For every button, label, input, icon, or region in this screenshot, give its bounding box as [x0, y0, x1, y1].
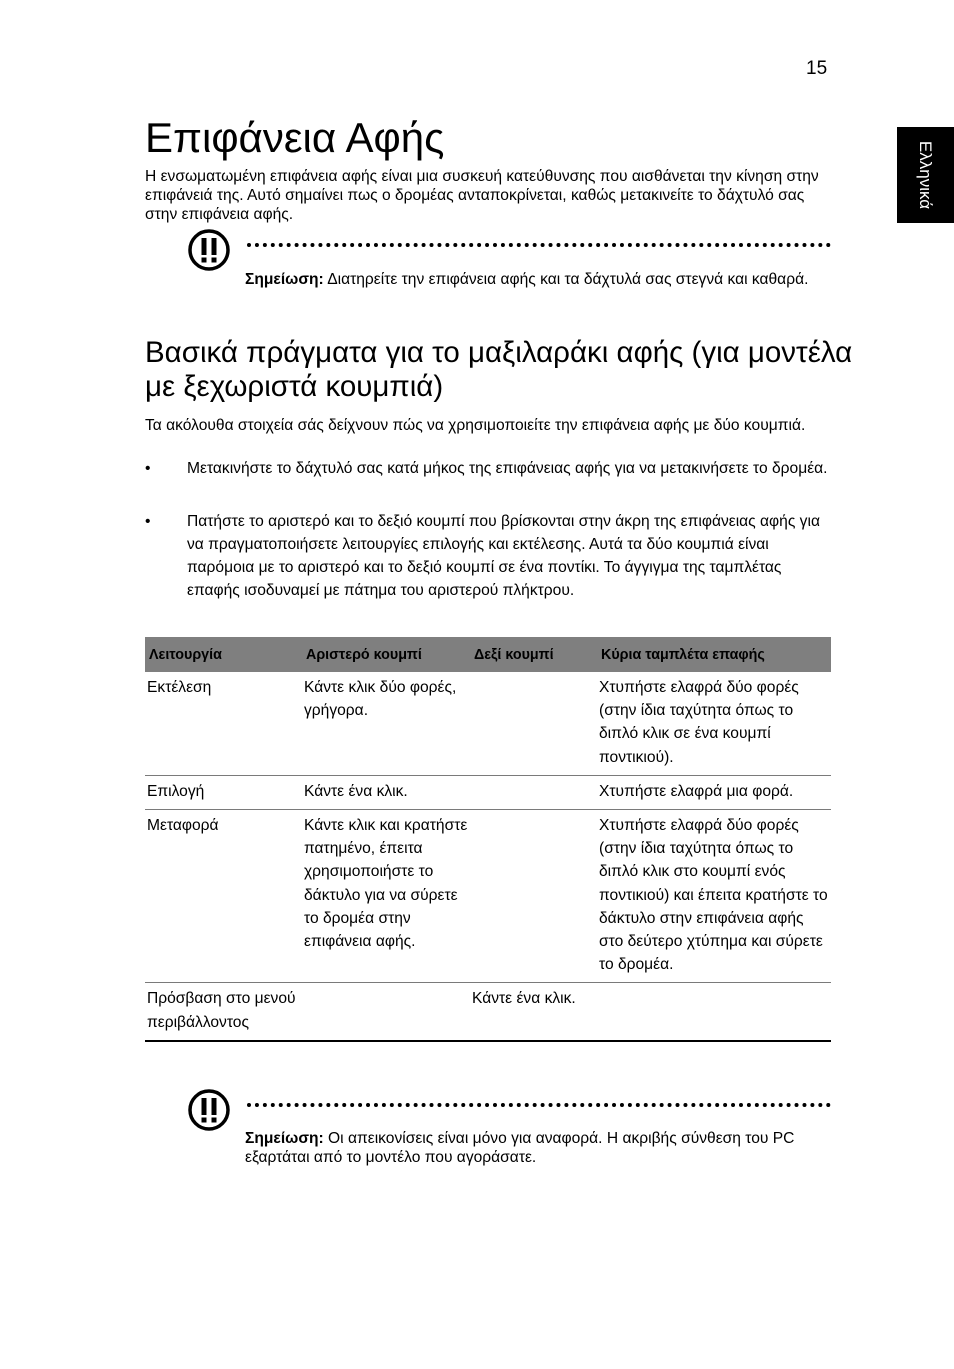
bullet-item — [145, 457, 835, 480]
table-row — [145, 810, 831, 983]
table-header: Αριστερό κουμπί — [302, 637, 470, 672]
table-cell: Χτυπήστε ελαφρά μια φορά. — [597, 775, 831, 809]
table-cell: Επιλογή — [145, 775, 302, 809]
table-row — [145, 672, 831, 775]
table-cell: Κάντε ένα κλικ. — [302, 775, 470, 809]
table-cell — [597, 983, 831, 1041]
warning-icon — [187, 1088, 231, 1132]
table-cell: Χτυπήστε ελαφρά δύο φορές (στην ίδια ταχύτητα όπως το διπλό κλικ σε ένα κουμπί ποντικιού). — [597, 672, 831, 775]
functions-table — [145, 637, 831, 1042]
table-cell: Κάντε κλικ και κρατήστε πατημένο, έπειτα χρησιμοποιήστε το δάκτυλο για να σύρετε το δρομέα στην επιφάνεια αφής. — [302, 810, 470, 983]
language-tab-label: Ελληνικά — [916, 140, 936, 210]
table-cell: Πρόσβαση στο μενού περιβάλλοντος — [145, 983, 302, 1041]
note-divider — [247, 243, 831, 247]
note-1-label: Σημείωση: — [245, 271, 324, 288]
intro-paragraph: Η ενσωματωμένη επιφάνεια αφής είναι μια συσκευή κατεύθυνσης που αισθάνεται την κίνηση στην επιφάνειά της. Αυτό σημαίνει πως ο δρομέας ανταποκρίνεται, καθώς μετακινείτε το δάχτυλό σας στην επιφάνεια αφής. — [145, 168, 819, 223]
table-cell: Χτυπήστε ελαφρά δύο φορές (στην ίδια ταχύτητα όπως το διπλό κλικ στο κουμπί ενός ποντικιού) και έπειτα κρατήστε το δάκτυλο στην επιφάνεια αφής στο δεύτερο χτύπημα και σύρετε το δρομέα. — [597, 810, 831, 983]
table-cell: Μεταφορά — [145, 810, 302, 983]
note-divider — [247, 1103, 831, 1107]
note-2-text: Οι απεικονίσεις είναι μόνο για αναφορά. Η ακριβής σύνθεση του PC εξαρτάται από το μοντέλο που αγοράσατε. — [245, 1130, 795, 1166]
table-cell: Κάντε ένα κλικ. — [470, 983, 597, 1041]
page-number: 15 — [806, 58, 828, 79]
bullet-marker: • — [145, 513, 151, 530]
warning-icon — [187, 228, 231, 272]
table-header-row — [145, 637, 831, 672]
table-header: Λειτουργία — [145, 637, 302, 672]
note-1-text: Διατηρείτε την επιφάνεια αφής και τα δάχτυλά σας στεγνά και καθαρά. — [323, 271, 809, 288]
table-row — [145, 775, 831, 809]
table-cell — [470, 672, 597, 775]
table-cell: Κάντε κλικ δύο φορές, γρήγορα. — [302, 672, 470, 775]
table-cell — [302, 983, 470, 1041]
section-intro: Τα ακόλουθα στοιχεία σάς δείχνουν πώς να χρησιμοποιείτε την επιφάνεια αφής με δύο κουμπιά. — [145, 417, 806, 434]
table-row — [145, 983, 831, 1041]
note-1 — [245, 269, 825, 290]
table-cell — [470, 810, 597, 983]
bullet-item — [145, 510, 835, 602]
table-header: Κύρια ταμπλέτα επαφής — [597, 637, 831, 672]
bullet-text: Πατήστε το αριστερό και το δεξιό κουμπί που βρίσκονται στην άκρη της επιφάνειας αφής για να πραγματοποιήσετε λειτουργίες επιλογής και εκτέλεσης. Αυτά τα δύο κουμπιά είναι παρόμοια με το αριστερό και το δεξιό κουμπί σε ένα ποντίκι. Το άγγιγμα της ταμπλέτας επαφής ισοδυναμεί με πάτημα του αριστερού πλήκτρου. — [187, 513, 820, 599]
note-2-label: Σημείωση: — [245, 1130, 324, 1147]
bullet-marker: • — [145, 460, 151, 477]
language-tab — [897, 127, 954, 223]
bullet-text: Μετακινήστε το δάχτυλό σας κατά μήκος της επιφάνειας αφής για να μετακινήσετε το δρομέα. — [187, 460, 828, 477]
page-title: Επιφάνεια Αφής — [145, 114, 445, 161]
table-cell — [470, 775, 597, 809]
table-cell: Εκτέλεση — [145, 672, 302, 775]
table-header: Δεξί κουμπί — [470, 637, 597, 672]
section-title: Βασικά πράγματα για το μαξιλαράκι αφής (για μοντέλα με ξεχωριστά κουμπιά) — [145, 336, 853, 403]
note-2 — [245, 1129, 825, 1167]
